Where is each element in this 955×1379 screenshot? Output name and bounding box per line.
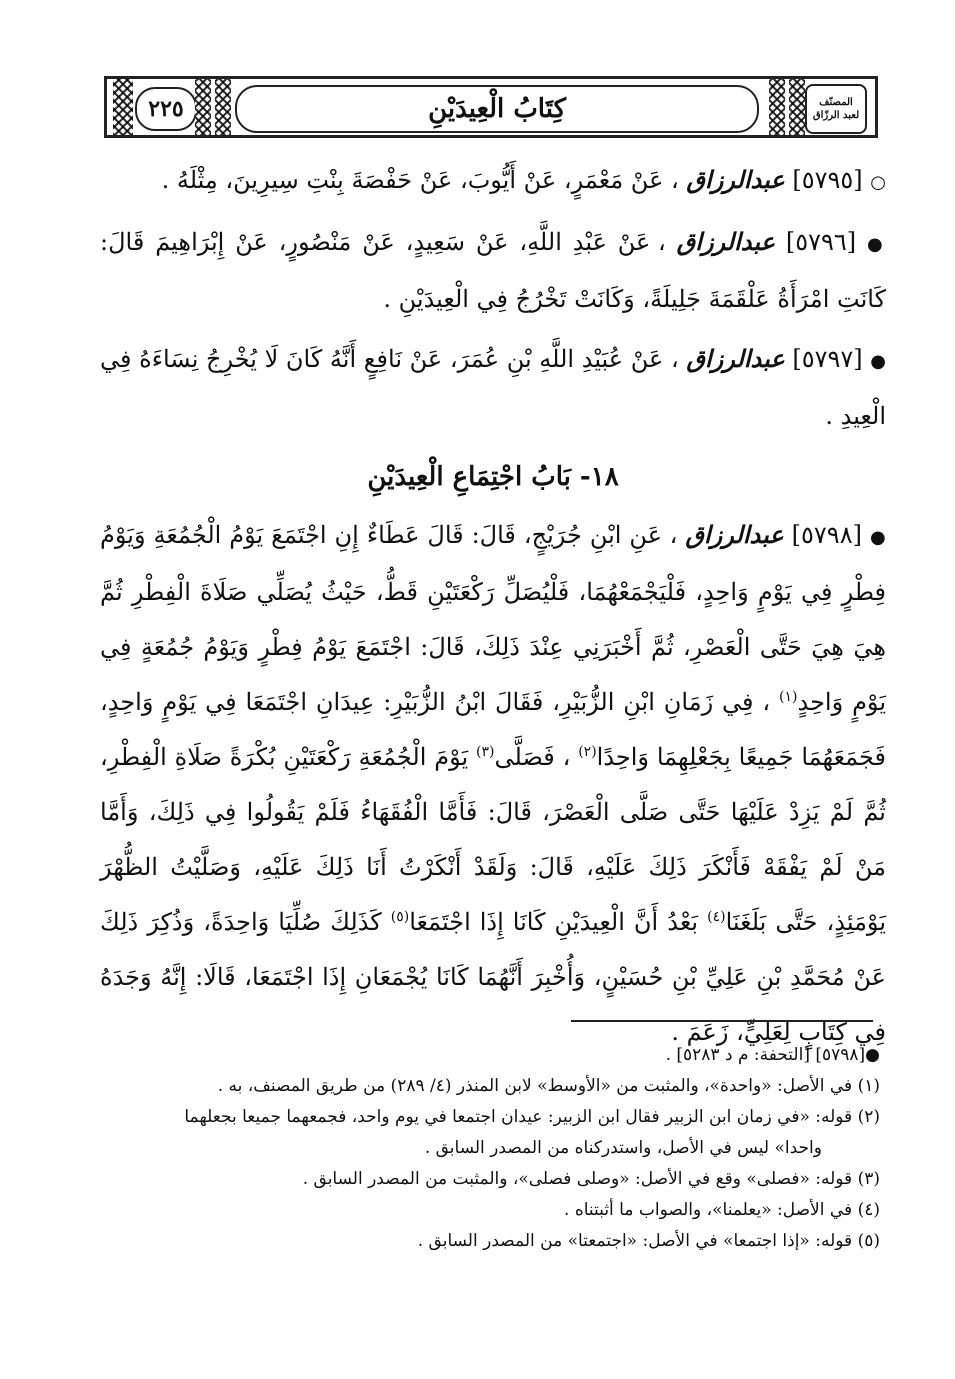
hadith-paragraph (100, 507, 886, 1060)
page-number: ٢٢٥ (135, 87, 197, 131)
hadith-paragraph (100, 331, 886, 444)
footnote-marker: (٤) (707, 909, 726, 925)
circle-marker: ○ (870, 172, 886, 193)
bullet-marker: ● (870, 351, 886, 372)
hadith-number: [٥٧٩٦] (785, 228, 857, 256)
hadith-text: ، عَنْ عُبَيْدِ اللَّهِ بْنِ عُمَرَ، عَنْ نَافِعٍ أَنَّهُ كَانَ لَا يُخْرِجُ نِسَاءَهُ فِي الْعِيدِ . (100, 345, 886, 430)
hadith-paragraph (100, 152, 886, 210)
section-heading: ١٨- بَابُ اجْتِمَاعِ الْعِيدَيْنِ (367, 462, 619, 492)
hadith-text: ، عَنْ عَبْدِ اللَّهِ، عَنْ سَعِيدٍ، عَنْ مَنْصُورٍ، عَنْ إِبْرَاهِيمَ قَالَ: كَانَتِ امْرَأَةُ عَلْقَمَةَ جَلِيلَةً، وَكَانَتْ تَخْرُجُ فِي الْعِيدَيْنِ . (100, 228, 886, 313)
hadith-number: [٥٧٩٥] (792, 166, 863, 194)
seal-line: لعبد الرزّاق (812, 110, 860, 121)
hadith-text: ، عَنِ ابْنِ جُرَيْجٍ، قَالَ: قَالَ عَطَاءٌ إِنِ اجْتَمَعَ يَوْمُ الْجُمُعَةِ وَيَوْمُ فِطْرٍ فِي يَوْمٍ وَاحِدٍ، فَلْيَجْمَعْهُمَا، فَلْيُصَلِّ رَكْعَتَيْنِ قَطُّ، حَيْثُ يُصَلِّي صَلَاةَ الْفِطْرِ ثُمَّ هِيَ هِيَ حَتَّى الْعَصْرِ، ثُمَّ أَخْبَرَنِي عِنْدَ ذَلِكَ، قَالَ: اجْتَمَعَ يَوْمُ فِطْرٍ وَيَوْمُ جُمُعَةٍ فِي يَوْمٍ وَاحِدٍ (100, 521, 887, 716)
footnote: (٥) قوله: «إذا اجتمعا» في الأصل: «اجتمعتا» من المصدر السابق . (417, 1231, 880, 1251)
bullet-marker: ● (869, 527, 886, 548)
page-header (104, 76, 878, 138)
footnote-marker: (٢) (578, 744, 597, 760)
hadith-text: ، فَصَلَّى (494, 743, 571, 771)
hadith-text: كَذَلِكَ صُلِّيَا وَاحِدَةً، وَذُكِرَ ذَلِكَ عَنْ مُحَمَّدِ بْنِ عَلِيِّ بْنِ حُسَيْنٍ، وَأُخْبِرَ أَنَّهُمَا كَانَا يُجْمَعَانِ إِذَا اجْتَمَعَا، قَالَا: إِنَّهُ وَجَدَهُ فِي كِتَابٍ لِعَلِيٍّ، زَعَمَ . (100, 908, 886, 1046)
footnote-reference: ●[٥٧٩٨] [التحفة: م د ٥٢٨٣] . (665, 1045, 880, 1065)
footnote: (٤) في الأصل: «يعلمنا»، والصواب ما أثبتناه . (564, 1200, 880, 1220)
narrator-name: عبدالرزاق (686, 344, 785, 373)
header-ornament (113, 79, 133, 135)
footnote-divider (571, 1020, 873, 1022)
footnote: (٢) قوله: «في زمان ابن الزبير فقال ابن الزبير: عيدان اجتمعا في يوم واحد، فجمعهما جميعا بجعلهما (184, 1107, 880, 1127)
footnote: (٣) قوله: «فصلى» وقع في الأصل: «وصلى فصلى»، والمثبت من المصدر السابق . (302, 1169, 880, 1189)
footnote-marker: (٥) (390, 909, 410, 925)
narrator-name: عبدالرزاق (685, 520, 784, 549)
footnote-marker: (٣) (476, 744, 495, 760)
footnote-marker: (١) (779, 689, 798, 705)
header-ornament (789, 79, 805, 135)
hadith-number: [٥٧٩٧] (792, 345, 863, 373)
seal-line: المصنّف (819, 97, 853, 108)
bullet-marker: ● (867, 234, 886, 255)
hadith-text: ، فِي زَمَانِ ابْنِ الزُّبَيْرِ، فَقَالَ ابْنُ الزُّبَيْرِ: عِيدَانِ اجْتَمَعَا فِي يَوْمٍ وَاحِدٍ، فَجَمَعَهُمَا جَمِيعًا بِجَعْلِهِمَا وَاحِدًا (100, 688, 887, 771)
narrator-name: عبدالرزاق (686, 165, 785, 194)
hadith-text: بَعْدُ أَنَّ الْعِيدَيْنِ كَانَا إِذَا اجْتَمَعَا (409, 908, 699, 936)
header-ornament (195, 79, 211, 135)
hadith-text: ، عَنْ مَعْمَرٍ، عَنْ أَيُّوبَ، عَنْ حَفْصَةَ بِنْتِ سِيرِينَ، مِثْلَهُ . (161, 166, 679, 194)
header-ornament (215, 79, 231, 135)
footnote: (١) في الأصل: «واحدة»، والمثبت من «الأوسط» لابن المنذر (٤/ ٢٨٩) من طريق المصنف، به . (217, 1076, 880, 1096)
footnotes (100, 1040, 880, 1257)
narrator-name: عبدالرزاق (676, 227, 775, 256)
publisher-seal (805, 84, 867, 134)
hadith-number: [٥٧٩٨] (791, 521, 862, 549)
hadith-text: يَوْمَ الْجُمُعَةِ رَكْعَتَيْنِ بُكْرَةً صَلَاةِ الْفِطْرِ، ثُمَّ لَمْ يَزِدْ عَلَيْهَا حَتَّى صَلَّى الْعَصْرَ، قَالَ: فَأَمَّا الْفُقَهَاءُ فَلَمْ يَقُولُوا فِي ذَلِكَ، وَأَمَّا مَنْ لَمْ يَفْقَهْ فَأَنْكَرَ ذَلِكَ عَلَيْهِ، قَالَ: وَلَقَدْ أَنْكَرْتُ أَنَا ذَلِكَ عَلَيْهِ، وَصَلَّيْتُ الظُّهْرَ يَوْمَئِذٍ، حَتَّى بَلَغَنَا (100, 743, 887, 936)
chapter-title: كِتَابُ الْعِيدَيْنِ (235, 85, 759, 133)
footnote-continuation: واحدا» ليس في الأصل، واستدركناه من المصدر السابق . (424, 1138, 822, 1158)
header-ornament (769, 79, 785, 135)
hadith-paragraph (100, 214, 886, 327)
main-text (100, 152, 886, 1064)
